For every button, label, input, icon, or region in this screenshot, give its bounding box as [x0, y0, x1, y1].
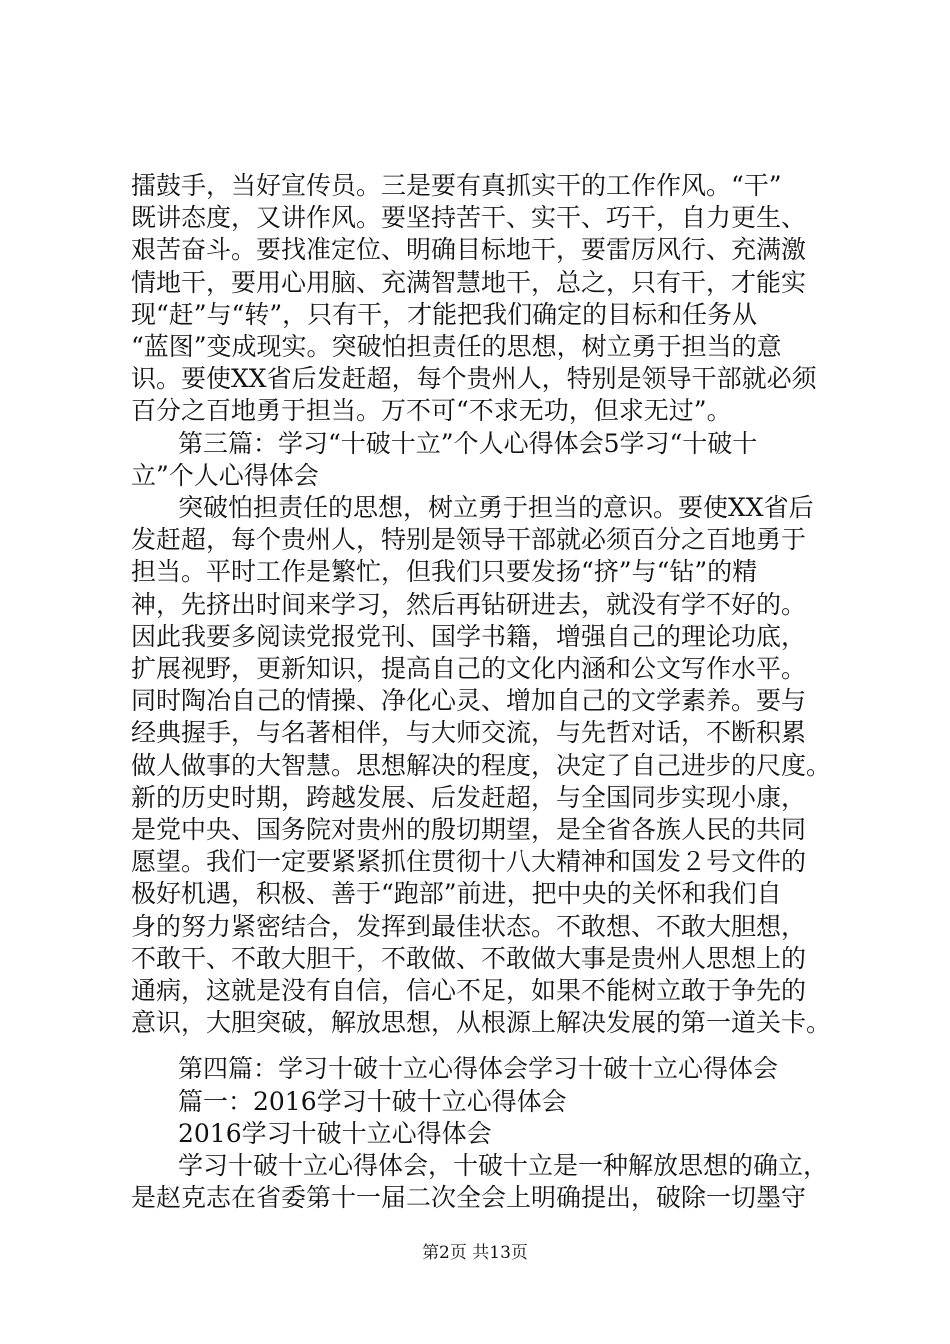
body-text-line: 同时陶冶自己的情操、净化心灵、增加自己的文学素养。要与 [131, 686, 807, 716]
body-text-line: 擂鼓手，当好宣传员。三是要有真抓实干的工作作风。“干” [131, 171, 782, 200]
body-text-line: 现“赶”与“转”，只有干，才能把我们确定的目标和任务从 [131, 299, 758, 329]
body-text-line: 情地干，要用心用脑、充满智慧地干，总之，只有干，才能实 [131, 267, 807, 297]
body-text-line: “蓝图”变成现实。突破怕担责任的思想，树立勇于担当的意 [131, 332, 782, 361]
body-text-line: 因此我要多阅读党报党刊、国学书籍，增强自己的理论功底， [131, 621, 807, 651]
body-text-line: 识。要使XX省后发赶超，每个贵州人，特别是领导干部就必须 [131, 364, 817, 394]
body-text-line: 突破怕担责任的思想，树立勇于担当的意识。要使XX省后 [178, 493, 814, 522]
body-text-line: 愿望。我们一定要紧紧抓住贯彻十八大精神和国发２号文件的 [131, 847, 807, 877]
body-text-line: 是党中央、国务院对贵州的殷切期望，是全省各族人民的共同 [131, 815, 807, 844]
body-text-line: 艰苦奋斗。要找准定位、明确目标地干，要雷厉风行、充满激 [131, 235, 807, 265]
section-heading-line: 2016学习十破十立心得体会 [178, 1118, 492, 1148]
section-heading-line: 篇一：2016学习十破十立心得体会 [178, 1086, 567, 1116]
body-text-line: 发赶超，每个贵州人，特别是领导干部就必须百分之百地勇于 [131, 525, 807, 555]
body-text-line: 担当。平时工作是繁忙，但我们只要发扬“挤”与“钻”的精 [131, 557, 758, 587]
section-heading-line: 立”个人心得体会 [131, 460, 319, 490]
body-text-line: 新的历史时期，跨越发展、后发赶超，与全国同步实现小康， [131, 782, 807, 812]
body-text-line: 不敢干、不敢大胆干，不敢做、不敢做大事是贵州人思想上的 [131, 943, 807, 973]
body-text-line: 极好机遇，积极、善于“跑部”前进，把中央的关怀和我们自 [131, 879, 782, 909]
section-heading-line: 第四篇：学习十破十立心得体会学习十破十立心得体会 [178, 1054, 779, 1084]
page-footer: 第2页 共13页 [422, 1243, 528, 1263]
body-text-line: 意识，大胆突破，解放思想，从根源上解决发展的第一道关卡。 [131, 1008, 832, 1038]
body-text-line: 通病，这就是没有自信，信心不足，如果不能树立敢于争先的 [131, 976, 807, 1005]
body-text-line: 神，先挤出时间来学习，然后再钻研进去，就没有学不好的。 [131, 589, 807, 619]
body-text-line: 既讲态度，又讲作风。要坚持苦干、实干、巧干，自力更生、 [131, 203, 807, 233]
body-text-line: 是赵克志在省委第十一届二次全会上明确提出，破除一切墨守 [131, 1183, 807, 1213]
body-text-line: 身的努力紧密结合，发挥到最佳状态。不敢想、不敢大胆想， [131, 911, 807, 941]
section-heading-line: 第三篇：学习“十破十立”个人心得体会5学习“十破十 [178, 428, 758, 458]
body-text-line: 扩展视野，更新知识，提高自己的文化内涵和公文写作水平。 [131, 654, 807, 683]
body-text-line: 学习十破十立心得体会，十破十立是一种解放思想的确立， [178, 1151, 829, 1180]
body-text-line: 百分之百地勇于担当。万不可“不求无功，但求无过”。 [131, 396, 732, 426]
body-text-line: 做人做事的大智慧。思想解决的程度，决定了自己进步的尺度。 [131, 750, 832, 780]
body-text-line: 经典握手，与名著相伴，与大师交流，与先哲对话，不断积累 [131, 718, 807, 748]
